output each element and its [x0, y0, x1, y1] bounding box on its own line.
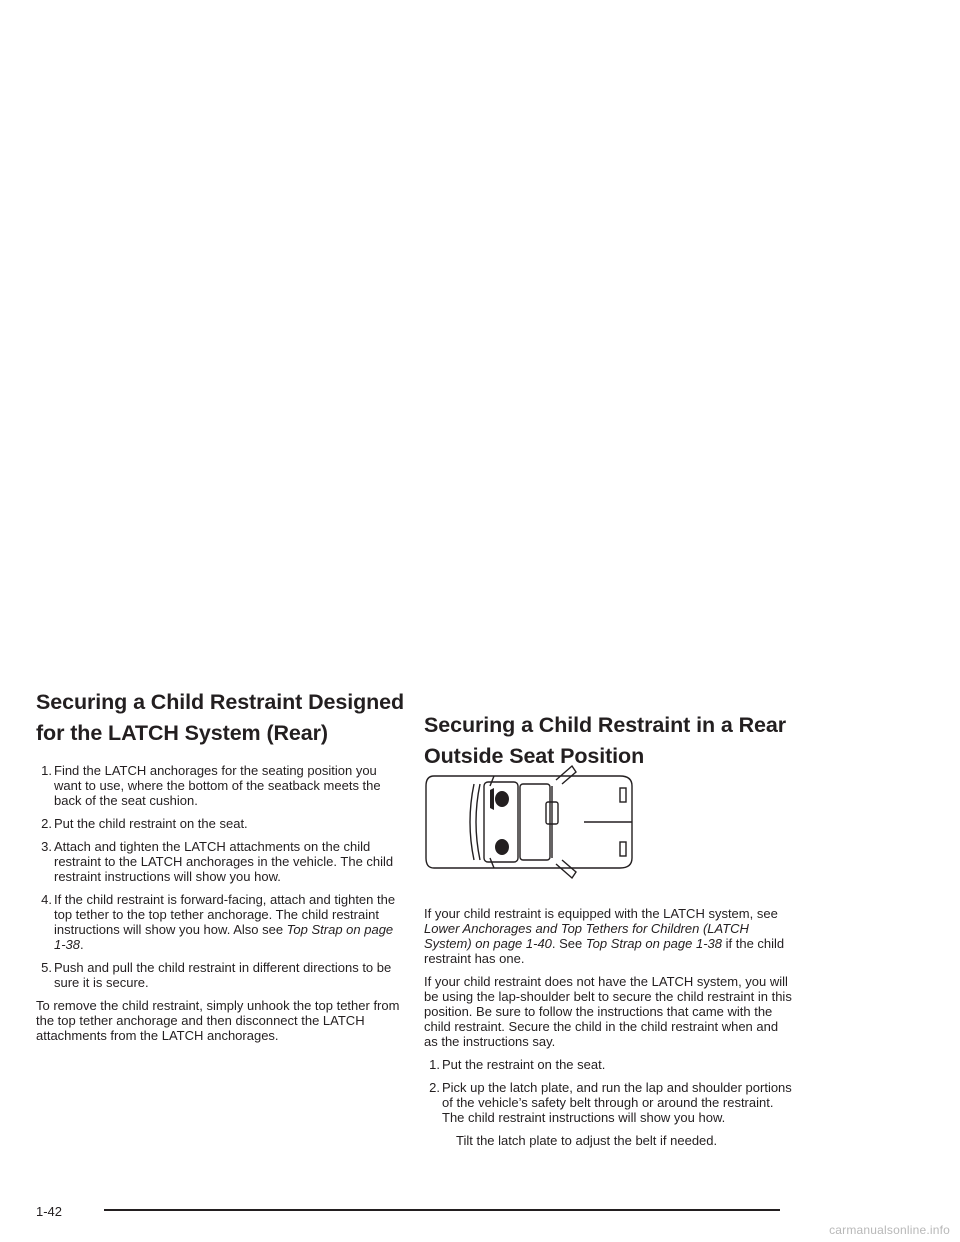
cross-reference-link[interactable]: Lower Anchorages and Top Tethers for Children (LATCH System) on page 1-40: [424, 921, 749, 951]
side-mirror-top: [620, 788, 626, 802]
list-item: 5. Push and pull the child restraint in different directions to be sure it is secure.: [41, 960, 392, 990]
list-item: 2. Put the child restraint on the seat.: [41, 816, 248, 831]
list-item: 1. Find the LATCH anchorages for the seating position you want to use, where the bottom of the seatback meets the back of the seat cushion.: [41, 763, 381, 808]
outside-seat-steps-list: [424, 1057, 794, 1125]
right-body: [424, 906, 794, 1156]
list-item: 1. Put the restraint on the seat.: [429, 1057, 606, 1072]
latch-reference-paragraph: If your child restraint is equipped with the LATCH system, see Lower Anchorages and Top Tethers for Children (LATCH System) on page 1-40. See Top Strap on page 1-38 if the child restraint has one.: [424, 906, 785, 966]
list-item: 2. Pick up the latch plate, and run the lap and shoulder portions of the vehicle’s safety belt through or around the restraint. The child restraint instructions will show you how.: [429, 1080, 792, 1125]
latch-steps-list: [36, 763, 406, 990]
page-number: 1-42: [36, 1204, 63, 1219]
list-item: 4. If the child restraint is forward-facing, attach and tighten the top tether to the top tether anchorage. The child restraint instructions will show you how. Also see Top Strap on page 1-38.: [41, 892, 396, 952]
cross-reference-link[interactable]: Top Strap on page 1-38: [54, 922, 394, 952]
front-door-bottom: [556, 860, 576, 878]
rear-seat-bench: [470, 784, 474, 860]
section-heading-latch-rear: Securing a Child Restraint Designed for the LATCH System (Rear): [36, 690, 405, 745]
child-restraint-marker-bottom: [495, 839, 509, 855]
vehicle-top-view-illustration: [424, 762, 636, 882]
front-door-top: [556, 766, 576, 784]
left-body: [36, 763, 406, 1051]
footer-divider: [104, 1209, 780, 1211]
list-item: 3. Attach and tighten the LATCH attachments on the child restraint to the LATCH anchorages in the vehicle. The child restraint instructions will show you how.: [41, 839, 394, 884]
closing-paragraph: To remove the child restraint, simply unhook the top tether from the top tether anchorage and then disconnect the LATCH attachments from the LATCH anchorages.: [36, 998, 400, 1043]
watermark: carmanualsonline.info: [829, 1223, 950, 1237]
child-restraint-marker-top: [495, 791, 509, 807]
cross-reference-link[interactable]: Top Strap on page 1-38: [585, 936, 723, 951]
side-mirror-bottom: [620, 842, 626, 856]
step-note: Tilt the latch plate to adjust the belt if needed.: [456, 1133, 718, 1148]
section-heading-rear-outside: Securing a Child Restraint in a Rear Outside Seat Position: [424, 713, 786, 768]
lap-shoulder-paragraph: If your child restraint does not have the LATCH system, you will be using the lap-shoulder belt to secure the child restraint in this position. Be sure to follow the instructions that came with the child restraint. Secure the child in the child restraint when and as the instructions say.: [424, 974, 792, 1049]
